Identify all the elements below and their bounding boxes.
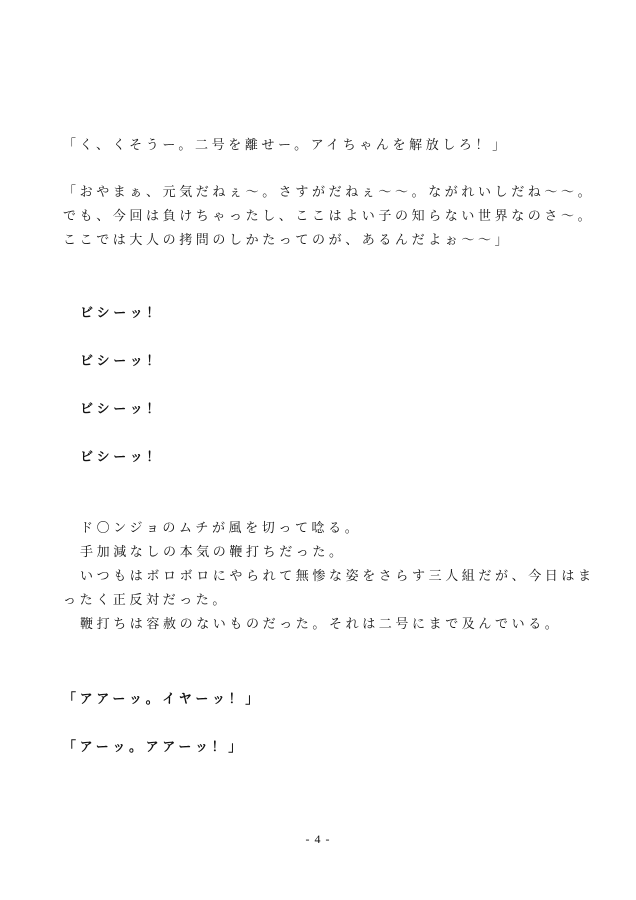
dialogue-scream: 「アアーッ。イヤーッ！」: [63, 692, 262, 707]
narration-line: ド〇ンジョのムチが風を切って唸る。: [80, 521, 362, 536]
dialogue-scream: 「アーッ。アアーッ！」: [63, 740, 245, 755]
dialogue-line: でも、今回は負けちゃったし、ここはよい子の知らない世界なのさ〜。: [63, 209, 595, 224]
narration-line: いつもはボロボロにやられて無惨な姿をさらす三人組だが、今日はま: [80, 569, 595, 584]
narration-line: 手加減なしの本気の鞭打ちだった。: [80, 545, 346, 560]
sound-effect: ビシーッ！: [80, 450, 164, 465]
sound-effect: ビシーッ！: [80, 306, 164, 321]
sound-effect: ビシーッ！: [80, 402, 164, 417]
page-number: - 4 -: [305, 832, 331, 846]
dialogue-line: ここでは大人の拷問のしかたってのが、あるんだよぉ〜〜」: [63, 233, 512, 248]
narration-line: ったく正反対だった。: [63, 593, 230, 608]
dialogue-line: 「おやまぁ、元気だねぇ〜。さすがだねぇ〜〜。ながれいしだね〜〜。: [63, 185, 595, 200]
narration-line: 鞭打ちは容赦のないものだった。それは二号にまで及んでいる。: [80, 617, 562, 632]
dialogue-line: 「く、くそうー。二号を離せー。アイちゃんを解放しろ！」: [63, 138, 509, 153]
sound-effect: ビシーッ！: [80, 354, 164, 369]
